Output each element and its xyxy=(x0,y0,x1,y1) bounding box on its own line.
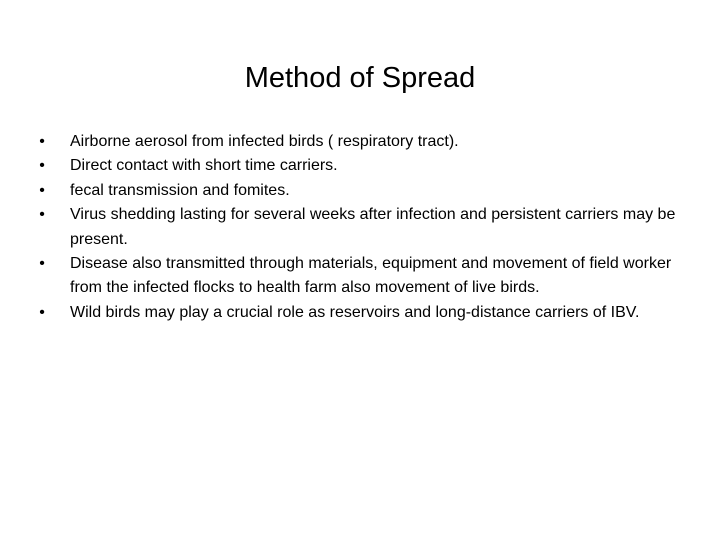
list-item xyxy=(0,301,720,325)
bullet-text: Wild birds may play a crucial role as reservoirs and long-distance carriers of IBV. xyxy=(70,303,640,321)
bullet-icon xyxy=(36,301,48,325)
bullet-text: Disease also transmitted through materials, equipment and movement of field worker from the infected flocks to health farm also movement of live birds. xyxy=(70,255,672,297)
list-item xyxy=(0,252,720,301)
bullet-icon xyxy=(36,203,48,227)
bullet-icon xyxy=(36,179,48,203)
bullet-text: Direct contact with short time carriers. xyxy=(70,157,338,175)
list-item xyxy=(0,203,720,252)
bullet-icon xyxy=(36,252,48,276)
list-item xyxy=(0,179,720,203)
list-item xyxy=(0,154,720,178)
list-item xyxy=(0,130,720,154)
slide-title: Method of Spread xyxy=(244,62,476,94)
bullet-text: Airborne aerosol from infected birds ( respiratory tract). xyxy=(70,133,459,150)
bullet-icon xyxy=(36,154,48,178)
bullet-text: fecal transmission and fomites. xyxy=(70,181,290,199)
bullet-list xyxy=(0,130,720,325)
bullet-text: Virus shedding lasting for several weeks after infection and persistent carriers may be present. xyxy=(70,206,676,248)
bullet-icon xyxy=(36,130,48,154)
